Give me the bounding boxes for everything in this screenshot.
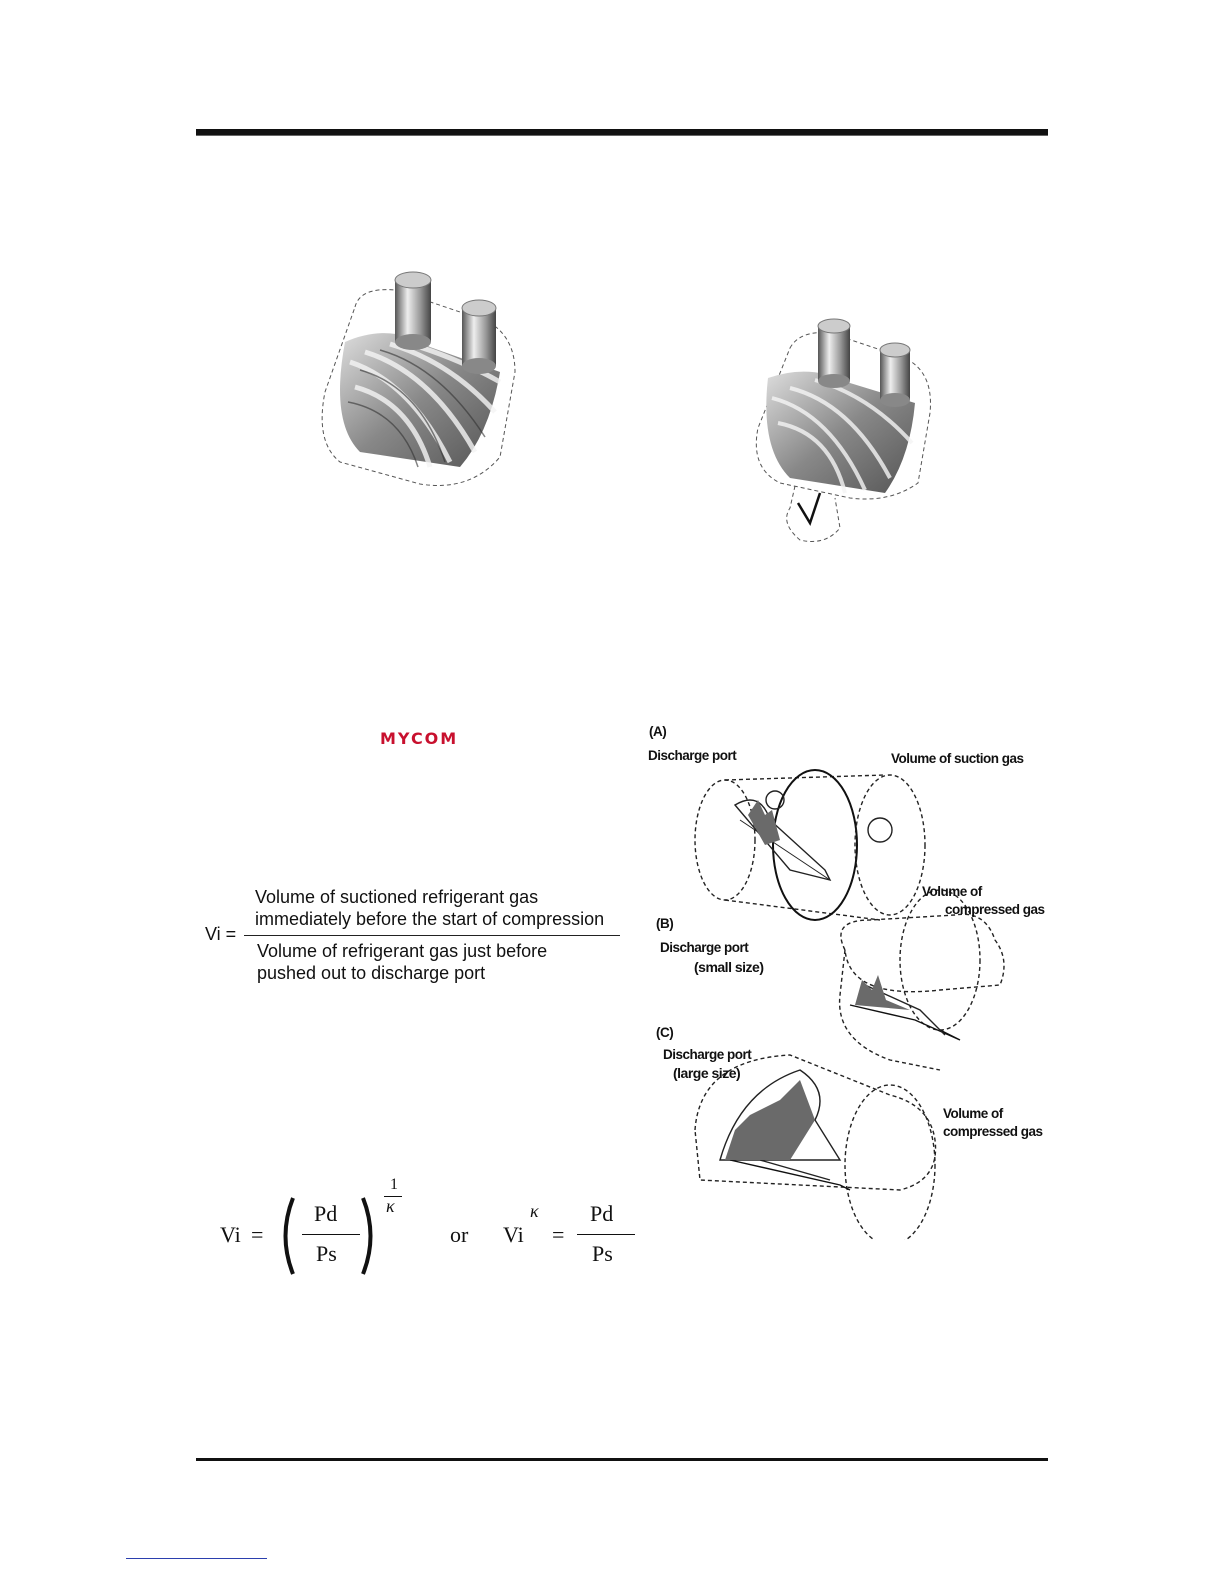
formula-fraction-bar <box>302 1234 360 1235</box>
footer-rule <box>196 1458 1048 1461</box>
diagram-a-discharge-port-label: Discharge port <box>648 748 737 763</box>
diagram-c-port-line1: Discharge port <box>663 1047 752 1062</box>
footer-link-underline[interactable] <box>126 1558 267 1559</box>
diagram-tag-c: (C) <box>656 1025 674 1040</box>
diagram-b-port-line1: Discharge port <box>660 940 749 955</box>
diagram-b-port-line2: (small size) <box>694 959 764 975</box>
diagram-tag-a: (A) <box>649 724 667 739</box>
diagram-tag-b: (B) <box>656 916 674 931</box>
diagram-c-volume-line1: Volume of <box>943 1106 1003 1121</box>
formula-equals: = <box>251 1222 264 1247</box>
formula-equals-2: = <box>552 1222 565 1247</box>
formula-denominator-2: Ps <box>592 1241 613 1266</box>
diagram-c-volume-line2: compressed gas <box>943 1124 1043 1139</box>
formula-kappa-superscript: κ <box>530 1201 539 1221</box>
formula-left-paren <box>278 1196 296 1276</box>
diagram-b-volume-line2: compressed gas <box>945 902 1045 917</box>
diagram-a-volume-label: Volume of suction gas <box>891 751 1024 766</box>
vi-fraction-bar <box>244 935 620 936</box>
vi-denominator-line2: pushed out to discharge port <box>257 963 486 983</box>
brand-logo: MYCOM <box>380 729 459 748</box>
screw-rotor-pair-discharge-icon <box>740 318 940 548</box>
diagram-b-volume-line1: Volume of <box>922 884 982 899</box>
formula-vi: Vi <box>220 1222 241 1247</box>
diagram-c-port-line2: (large size) <box>673 1065 741 1081</box>
header-rule <box>196 129 1048 136</box>
vi-definition-lhs: Vi = <box>205 924 237 944</box>
formula-numerator: Pd <box>314 1201 338 1226</box>
vi-numerator-line2: immediately before the start of compression <box>255 909 605 929</box>
formula-exponent-denominator: κ <box>386 1196 395 1216</box>
vi-denominator-line1: Volume of refrigerant gas just before <box>257 941 548 961</box>
screw-rotor-pair-icon <box>300 262 540 494</box>
formula-or: or <box>450 1222 469 1247</box>
formula-fraction-bar-2 <box>577 1234 635 1235</box>
formula-right-paren <box>360 1196 378 1276</box>
formula-exponent-numerator: 1 <box>390 1176 398 1193</box>
vi-numerator-line1: Volume of suctioned refrigerant gas <box>255 887 539 907</box>
discharge-port-diagram <box>640 720 1070 1240</box>
formula-denominator: Ps <box>316 1241 337 1266</box>
formula-vi-2: Vi <box>503 1222 524 1247</box>
formula-numerator-2: Pd <box>590 1201 614 1226</box>
